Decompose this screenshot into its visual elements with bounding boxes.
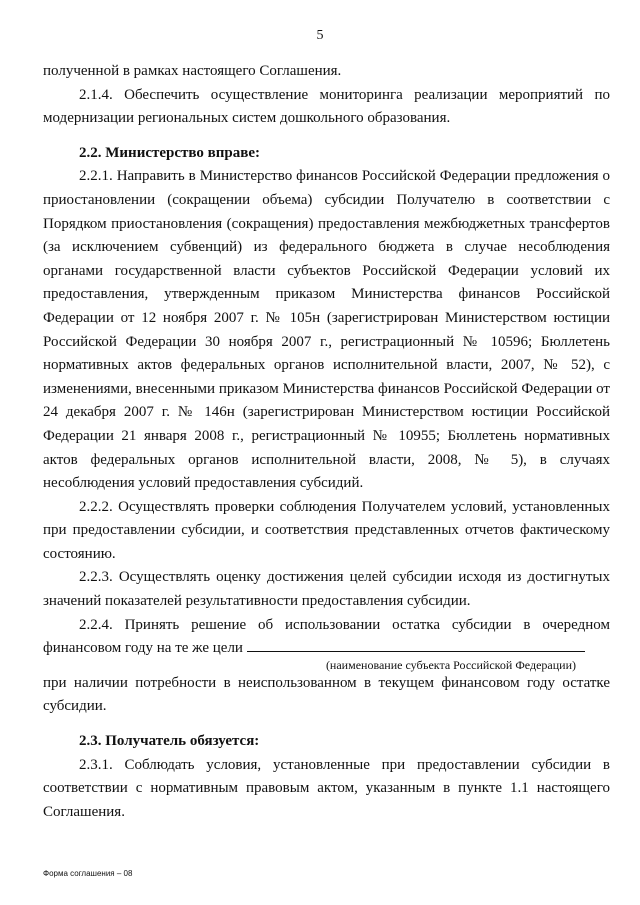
clause-2-3-1: 2.3.1. Соблюдать условия, установленные при предоставлении субсидии в соответствии с нормативным правовым актом, указанным в пункте 1.1 настоящего Соглашения. [43,756,610,820]
document-body [43,60,610,824]
clause-2-2-1: 2.2.1. Направить в Министерство финансов Российской Федерации предложения о приостановлении (сокращении объема) субсидии Получателю в соответствии с Порядком приостановления (сокращения) предоставления межбюджетных трансфертов (за исключением субвенций) из федерального бюджета в случае несоблюдения органами государственной власти субъектов Российской Федерации условий их предоставления, утвержденным приказом Министерства финансов Российской Федерации от 12 ноября 2007 г. № 105н (зарегистрирован Министерством юстиции Российской Федерации 30 ноября 2007 г., регистрационный № 10596; Бюллетень нормативных актов федеральных органов исполнительной власти, 2007, № 52), с изменениями, внесенными приказом Министерства финансов Российской Федерации от 24 декабря 2007 г. № 146н (зарегистрирован Министерством юстиции Российской Федерации 21 января 2008 г., регистрационный № 10955; Бюллетень нормативных актов федеральных органов исполнительной власти, 2008, № 5), в случаях несоблюдения условий предоставления субсидий. [43,168,610,492]
paragraph-continuation: полученной в рамках настоящего Соглашения. [43,63,342,79]
clause-2-1-4: 2.1.4. Обеспечить осуществление мониторинга реализации мероприятий по модернизации региональных систем дошкольного образования. [43,86,610,127]
section-heading-2-2: 2.2. Министерство вправе: [79,144,260,161]
section-heading-2-3: 2.3. Получатель обязуется: [79,733,260,750]
clause-2-2-4-text: 2.2.4. Принять решение об использовании остатка субсидии в очередном финансовом году на те же цели [43,616,610,657]
blank-line-caption: (наименование субъекта Российской Федерации) [325,657,576,672]
clause-2-2-2: 2.2.2. Осуществлять проверки соблюдения Получателем условий, установленных при предоставлении субсидии, и соответствия представленных отчетов фактическому состоянию. [43,498,610,562]
clause-2-2-4 [43,614,610,661]
fill-in-blank-line [247,637,585,652]
clause-2-2-4-continuation: при наличии потребности в неиспользованном в текущем финансовом году остатке субсидии. [43,674,610,715]
page-number: 5 [316,28,324,43]
clause-2-2-3: 2.2.3. Осуществлять оценку достижения целей субсидии исходя из достигнутых значений показателей результативности предоставления субсидии. [43,569,610,610]
form-footer-label: Форма соглашения – 08 [43,869,133,878]
